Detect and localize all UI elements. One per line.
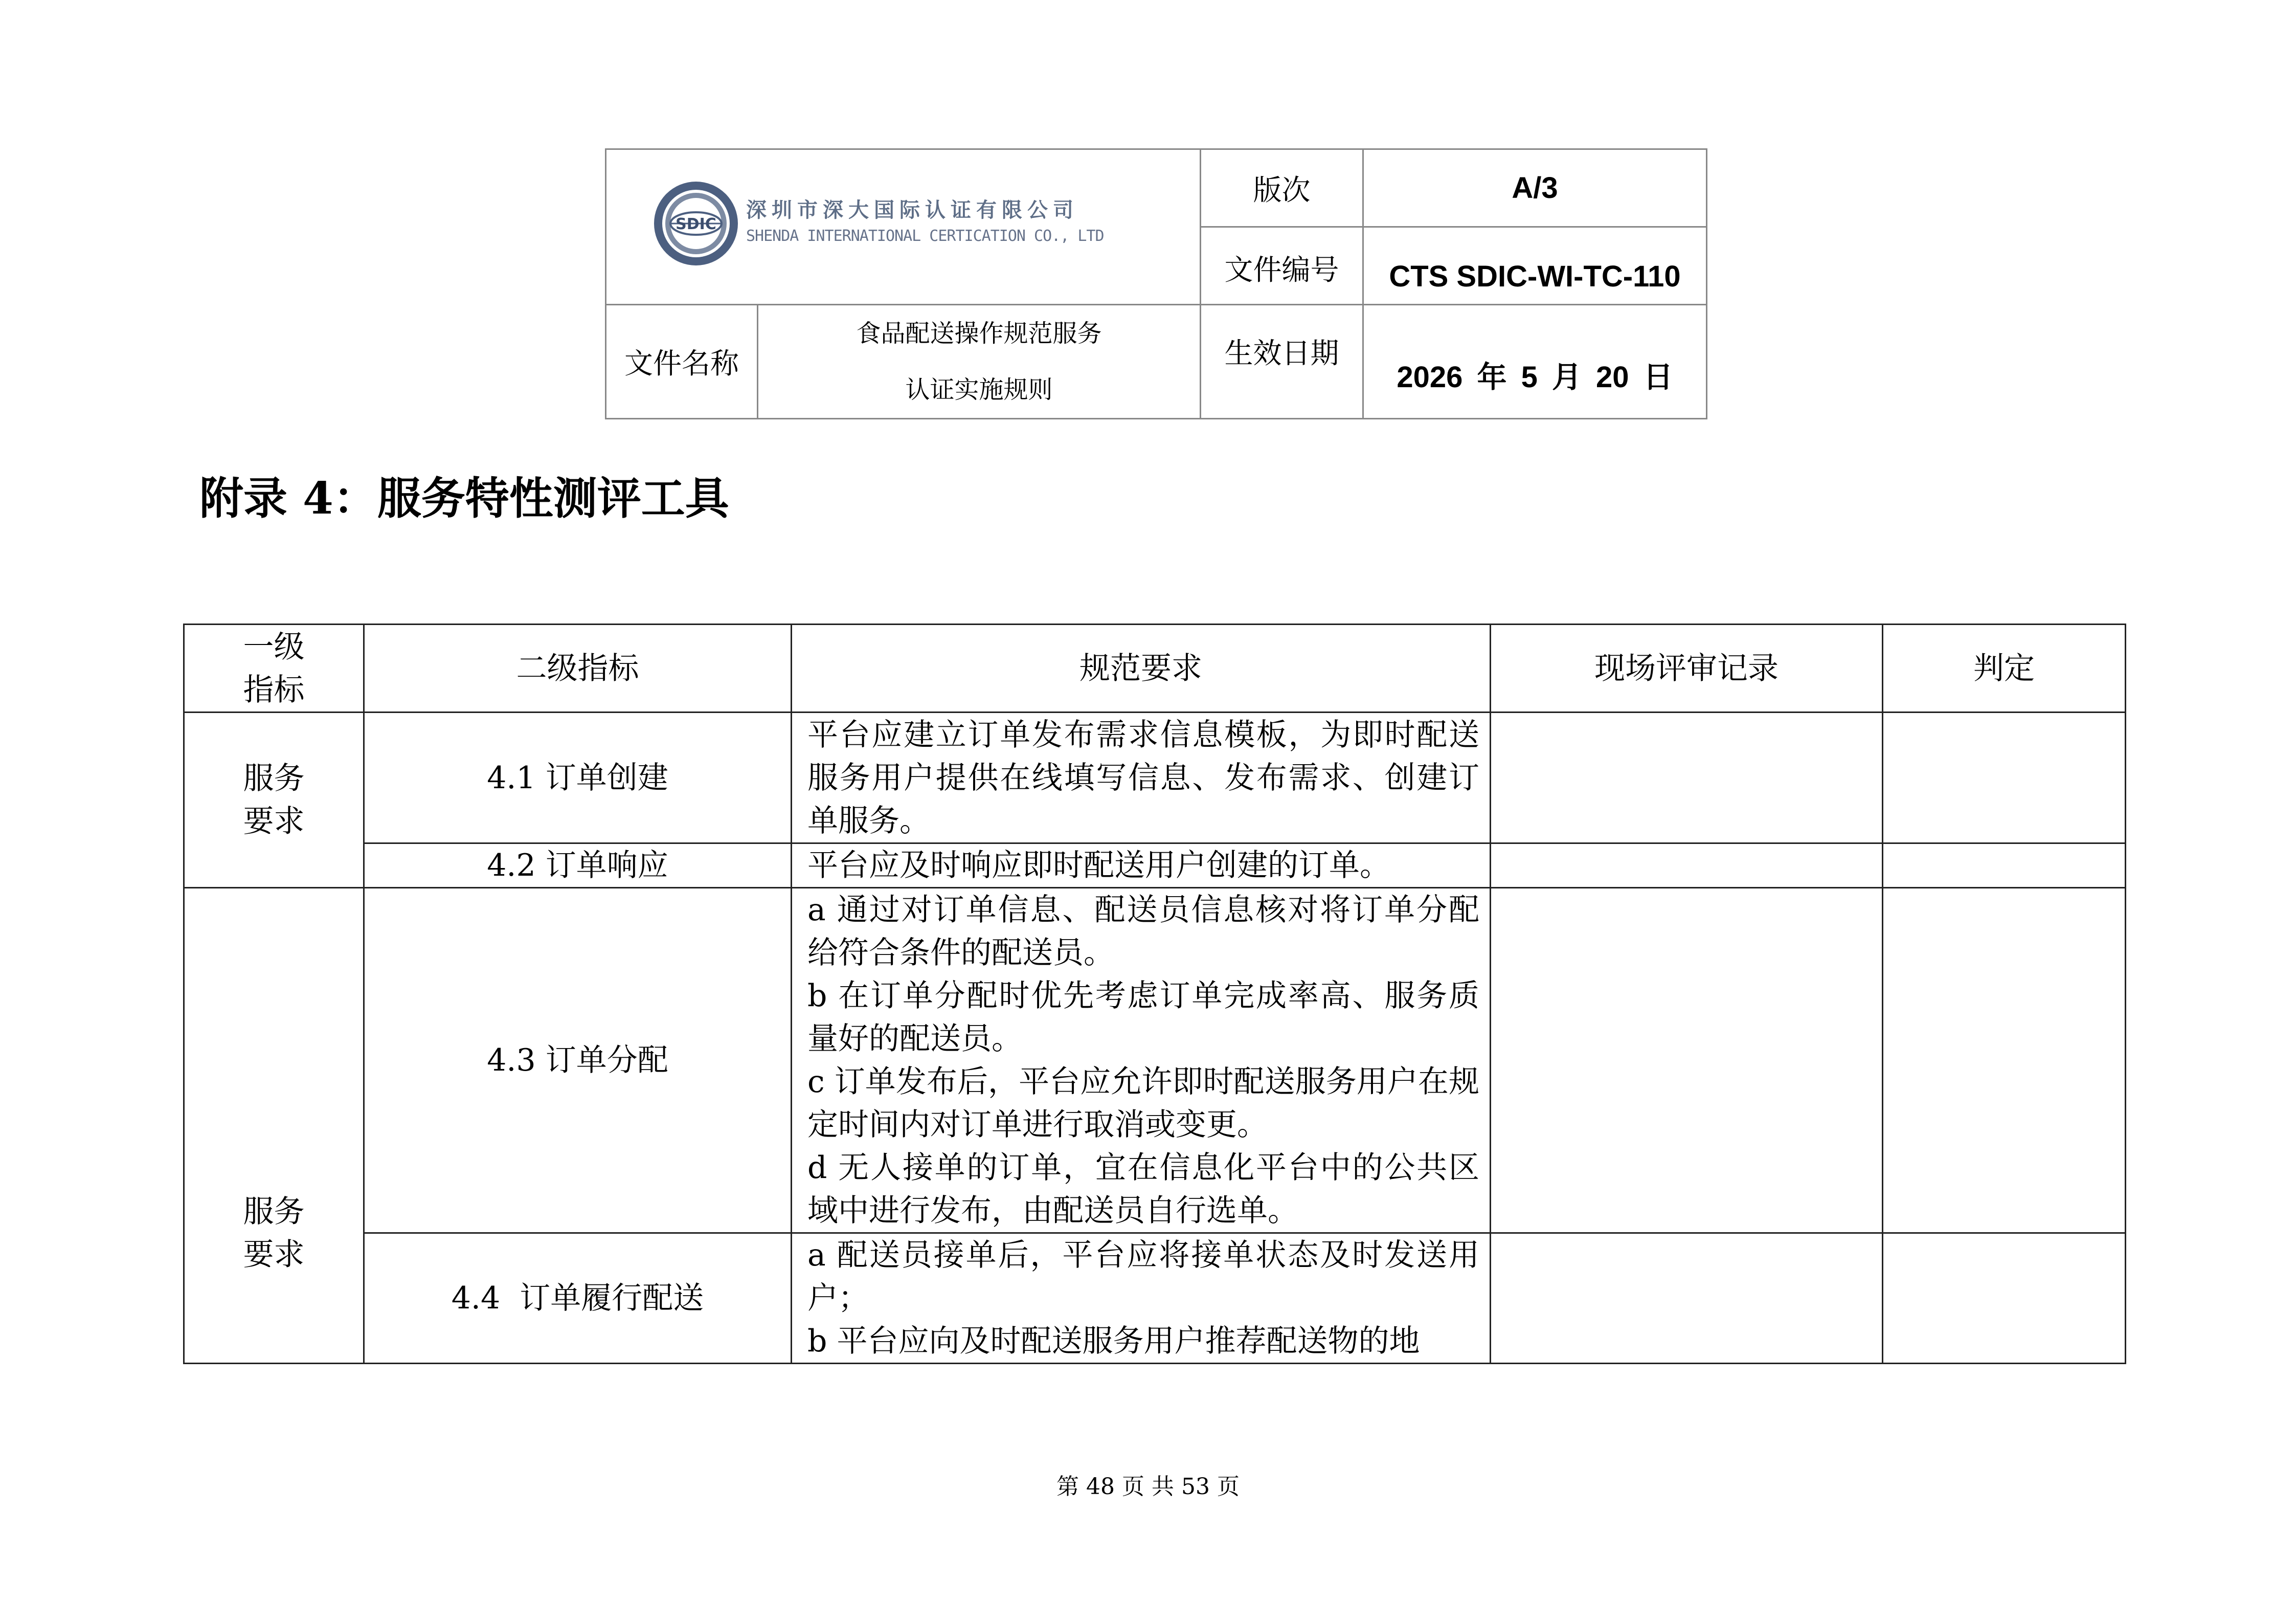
header-record: 现场评审记录: [1491, 625, 1883, 713]
requirement-cell: [792, 713, 1491, 843]
group-service-requirement-2: [184, 888, 364, 1364]
record-cell[interactable]: [1491, 713, 1883, 843]
effective-date-value: 2026 年 5 月 20 日: [1363, 305, 1707, 419]
table-header-row: [184, 625, 2126, 713]
appendix-title: 附录 4：服务特性测评工具: [199, 473, 729, 524]
company-name-en: SHENDA INTERNATIONAL CERTICATION CO., LTD: [746, 227, 1104, 245]
group1-line1: 服务: [243, 761, 305, 796]
doc-name-line1: 食品配送操作规范服务: [856, 319, 1102, 348]
judgement-cell[interactable]: [1883, 1233, 2126, 1364]
requirement-text: b 在订单分配时优先考虑订单完成率高、服务质量好的配送员。: [807, 978, 1479, 1057]
indicator-cell: 4.4 订单履行配送: [364, 1233, 792, 1364]
record-cell[interactable]: [1491, 888, 1883, 1233]
judgement-cell[interactable]: [1883, 888, 2126, 1233]
company-name-cn: 深圳市深大国际认证有限公司: [746, 198, 1078, 222]
evaluation-table: [183, 624, 2126, 1364]
header-level1-line2: 指标: [243, 672, 305, 708]
requirement-text: b 平台应向及时配送服务用户推荐配送物的地: [807, 1323, 1420, 1359]
record-cell[interactable]: [1491, 843, 1883, 888]
version-value: A/3: [1363, 149, 1707, 227]
sdic-seal-icon: [652, 180, 739, 267]
indicator-cell: 4.1 订单创建: [364, 713, 792, 843]
effective-date-label: 生效日期: [1201, 305, 1363, 419]
group-service-requirement-1: [184, 713, 364, 888]
seal-text: SDIC: [676, 215, 716, 233]
header-level2: 二级指标: [364, 625, 792, 713]
judgement-cell[interactable]: [1883, 843, 2126, 888]
header-requirement: 规范要求: [792, 625, 1491, 713]
doc-name-line2: 认证实施规则: [905, 375, 1053, 404]
requirement-text: d 无人接单的订单，宜在信息化平台中的公共区域中进行发布，由配送员自行选单。: [807, 1150, 1479, 1229]
header-level1: [184, 625, 364, 713]
version-label: 版次: [1201, 149, 1363, 227]
table-row: [184, 843, 2126, 888]
requirement-cell: [792, 843, 1491, 888]
indicator-cell: 4.3 订单分配: [364, 888, 792, 1233]
doc-number-label: 文件编号: [1201, 227, 1363, 305]
company-logo: [606, 150, 1200, 304]
page-number: 第 48 页 共 53 页: [1056, 1474, 1240, 1500]
doc-name-value: [758, 305, 1201, 419]
table-row: [184, 713, 2126, 843]
group2-line2: 要求: [243, 1237, 305, 1273]
table-row: [184, 1233, 2126, 1364]
requirement-cell: [792, 888, 1491, 1233]
indicator-cell: 4.2 订单响应: [364, 843, 792, 888]
requirement-cell: [792, 1233, 1491, 1364]
requirement-text: a 配送员接单后，平台应将接单状态及时发送用户；: [807, 1237, 1479, 1316]
table-row: [184, 888, 2126, 1233]
header-level1-line1: 一级: [243, 629, 305, 665]
doc-name-label: 文件名称: [606, 305, 758, 419]
document-header: [605, 148, 1707, 419]
requirement-text: 平台应及时响应即时配送用户创建的订单。: [807, 848, 1390, 883]
requirement-text: c 订单发布后，平台应允许即时配送服务用户在规定时间内对订单进行取消或变更。: [807, 1064, 1479, 1143]
doc-number-value: CTS SDIC-WI-TC-110: [1363, 227, 1707, 305]
header-judgement: 判定: [1883, 625, 2126, 713]
group2-line1: 服务: [243, 1194, 305, 1230]
group1-line2: 要求: [243, 804, 305, 839]
requirement-text: 平台应建立订单发布需求信息模板，为即时配送服务用户提供在线填写信息、发布需求、创建订单服务。: [807, 717, 1479, 839]
requirement-text: a 通过对订单信息、配送员信息核对将订单分配给符合条件的配送员。: [807, 892, 1479, 971]
judgement-cell[interactable]: [1883, 713, 2126, 843]
company-logo-cell: [606, 149, 1201, 305]
record-cell[interactable]: [1491, 1233, 1883, 1364]
